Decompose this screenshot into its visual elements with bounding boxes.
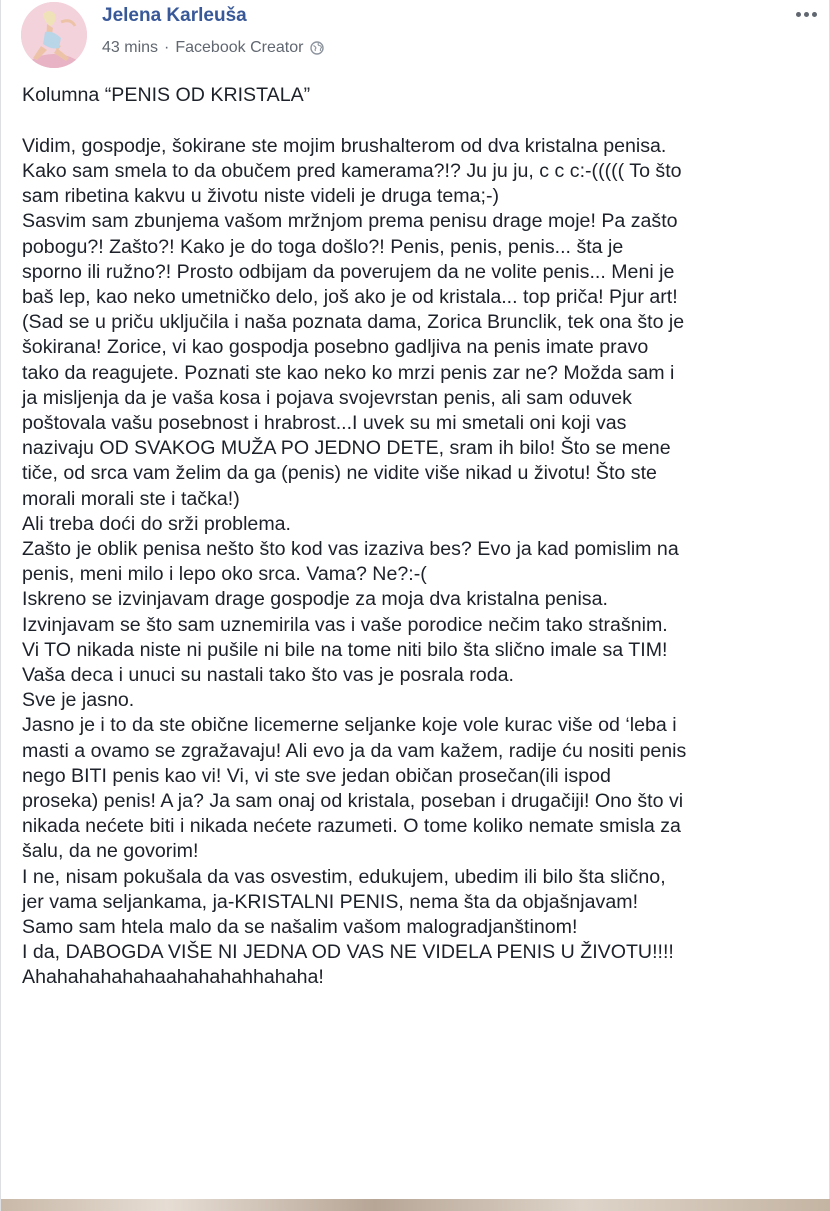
- post-line: šalu, da ne govorim!: [22, 840, 199, 863]
- post-line: Iskreno se izvinjavam drage gospodje za moja dva kristalna penisa.: [22, 588, 608, 611]
- post-line: Ahahahahahahaahahahahhahaha!: [22, 966, 324, 989]
- post-line: nego BITI penis kao vi! Vi, vi ste sve jedan običan prosečan(ili ispod: [22, 764, 611, 787]
- post-title: Kolumna “PENIS OD KRISTALA”: [22, 84, 311, 106]
- post-line: I ne, nisam pokušala da vas osvestim, edukujem, ubedim ili bilo šta slično,: [22, 865, 666, 888]
- post-line: penis, meni milo i lepo oko srca. Vama? Ne?:-(: [22, 563, 427, 586]
- post-line: Ali treba doći do srži problema.: [22, 512, 291, 535]
- post-line: morali morali ste i tačka!): [22, 487, 240, 510]
- post-line: poštovala vašu posebnost i hrabrost...I uvek su mi smetali oni koji vas: [22, 411, 627, 434]
- post-line: Kako sam smela to da obučem pred kamerama?!? Ju ju ju, c c c:-((((( To što: [22, 159, 682, 182]
- post-paragraph: [22, 134, 822, 991]
- post-line: Sasvim sam zbunjema vašom mržnjom prema penisu drage moje! Pa zašto: [22, 210, 678, 233]
- post-line: ja misljenja da je vaša kosa i pojava svojevrstan penis, ali sam oduvek: [22, 386, 632, 409]
- avatar[interactable]: [21, 2, 87, 68]
- meta-separator: ·: [164, 39, 170, 56]
- post-line: sporno ili ružno?! Prosto odbijam da poverujem da ne volite penis... Meni je: [22, 260, 675, 283]
- post-time[interactable]: 43 mins: [102, 39, 159, 56]
- post-line: tako da reagujete. Poznati ste kao neko ko mrzi penis zar ne? Možda sam i: [22, 361, 675, 384]
- post-line: Samo sam htela malo da se našalim vašom malogradjanštinom!: [22, 916, 578, 938]
- more-options-icon[interactable]: [791, 4, 821, 24]
- post-line: jer vama seljankama, ja-KRISTALNI PENIS, nema šta da objašnjavam!: [22, 890, 639, 913]
- post-line: masti a ovamo se zgražavaju! Ali evo ja da vam kažem, radije ću nositi penis: [22, 739, 687, 762]
- more-dot: [804, 12, 809, 17]
- post-line: tiče, od srca vam želim da ga (penis) ne vidite više nikad u životu! Što ste: [22, 462, 657, 485]
- post-line: Izvinjavam se što sam uznemirila vas i vaše porodice nečim tako strašnim.: [22, 613, 668, 636]
- post-line: Jasno je i to da ste obične licemerne seljanke koje vole kurac više od ‘leba i: [22, 714, 677, 737]
- post-line: Vi TO nikada niste ni pušile ni bile na tome niti bilo šta slično imale sa TIM!: [22, 638, 668, 661]
- profile-photo-icon: [21, 2, 87, 68]
- post-line: šokirana! Zorice, vi kao gospodja posebno gadljiva na penis imate pravo: [22, 336, 649, 359]
- post-line: (Sad se u priču uključila i naša poznata dama, Zorica Brunclik, tek ona što je: [22, 311, 685, 334]
- post-line: baš lep, kao neko umetničko delo, još ako je od kristala... top priča! Pjur art!: [22, 285, 678, 308]
- author-name[interactable]: Jelena Karleuša: [102, 5, 247, 26]
- post-line: pobogu?! Zašto?! Kako je do toga došlo?! Penis, penis, penis... šta je: [22, 235, 624, 258]
- post-line: Sve je jasno.: [22, 689, 135, 712]
- post-line: Zašto je oblik penisa nešto što kod vas izaziva bes? Evo ja kad pomislim na: [22, 537, 679, 560]
- more-dot: [812, 12, 817, 17]
- post-line: nikada nećete biti i nikada nećete razumeti. O tome koliko nemate smisla za: [22, 815, 681, 838]
- post-line: nazivaju OD SVAKOG MUŽA PO JEDNO DETE, sram ih bilo! Što se mene: [22, 437, 671, 460]
- post-line: Vidim, gospodje, šokirane ste mojim brushalterom od dva kristalna penisa.: [22, 134, 667, 157]
- post-line: proseka) penis! A ja? Ja sam onaj od kristala, poseban i drugačiji! Ono što vi: [22, 789, 684, 812]
- post-header: [1, 0, 829, 80]
- post-line: Vaša deca i unuci su nastali tako što vas je posrala roda.: [22, 663, 514, 686]
- post-meta: [102, 39, 324, 57]
- author-category: Facebook Creator: [175, 39, 304, 56]
- post-line: I da, DABOGDA VIŠE NI JEDNA OD VAS NE VIDELA PENIS U ŽIVOTU!!!!: [22, 941, 674, 964]
- post-text: [22, 83, 822, 991]
- attached-photo-edge[interactable]: [1, 1199, 830, 1211]
- post-line: sam ribetina kakvu u životu niste videli je druga tema;-): [22, 185, 499, 208]
- globe-icon[interactable]: [310, 41, 324, 55]
- more-dot: [796, 12, 801, 17]
